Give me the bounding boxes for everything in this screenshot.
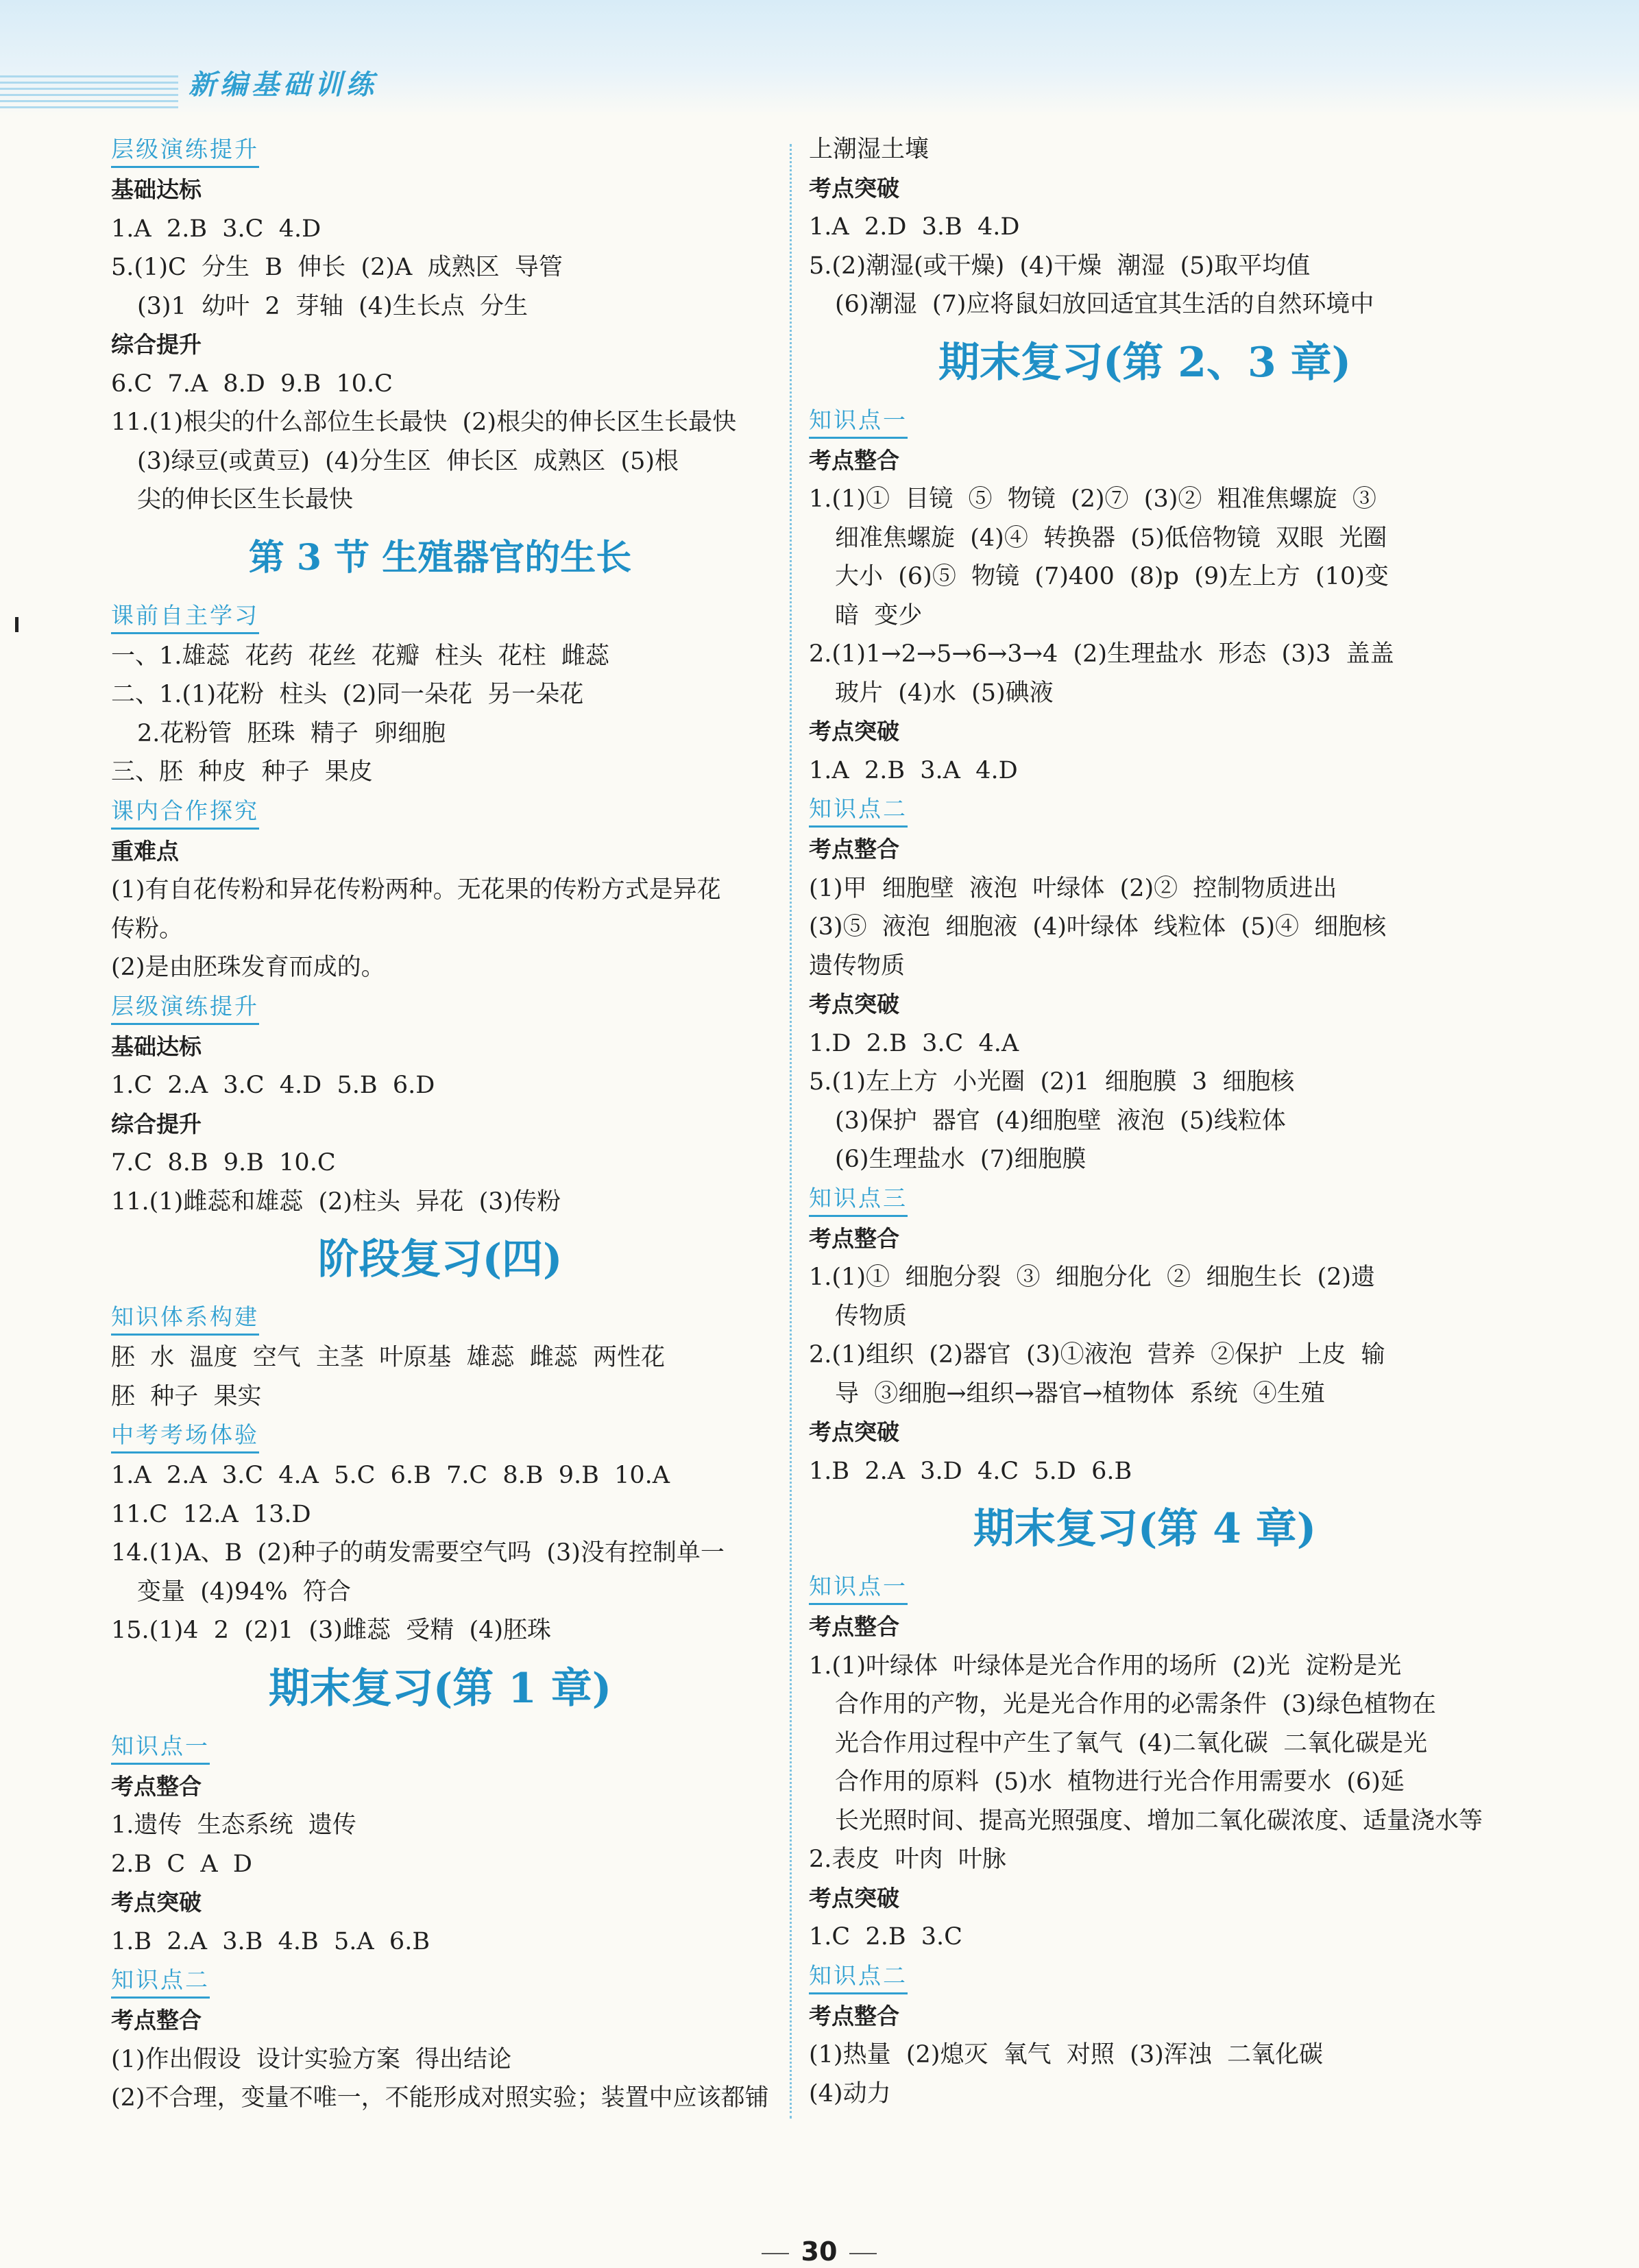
- answer-line: 1.A 2.B 3.A 4.D: [809, 756, 1018, 784]
- dash-right: [849, 2253, 877, 2254]
- subsection-heading: 考点突破: [809, 718, 899, 745]
- section-label: 知识点二: [111, 1964, 210, 1999]
- subsection-heading: 综合提升: [111, 1110, 202, 1137]
- section-label: 知识点一: [111, 1730, 210, 1765]
- answer-line: 1.(1)① 细胞分裂 ③ 细胞分化 ② 细胞生长 (2)遗: [809, 1264, 1376, 1291]
- answer-line: 15.(1)4 2 (2)1 (3)雌蕊 受精 (4)胚珠: [111, 1617, 552, 1644]
- section-label: 层级演练提升: [111, 990, 259, 1025]
- answer-line: 5.(1)C 分生 B 伸长 (2)A 成熟区 导管: [111, 254, 563, 281]
- subsection-heading: 基础达标: [111, 1033, 202, 1060]
- answer-line: 1.(1)① 目镜 ⑤ 物镜 (2)⑦ (3)② 粗准焦螺旋 ③: [809, 485, 1376, 513]
- section-label-row: [809, 1179, 1481, 1220]
- section-label: 知识体系构建: [111, 1301, 259, 1336]
- right-column: [809, 130, 1481, 2113]
- answer-line: 2.花粉管 胚珠 精子 卵细胞: [137, 719, 446, 747]
- answer-line: 1.B 2.A 3.B 4.B 5.A 6.B: [111, 1927, 430, 1955]
- margin-mark: [15, 617, 19, 632]
- answer-line: 7.C 8.B 9.B 10.C: [111, 1149, 336, 1177]
- left-column: [111, 130, 769, 2118]
- chapter-title: 阶段复习(四): [317, 1235, 563, 1283]
- answer-line: 1.D 2.B 3.C 4.A: [809, 1029, 1019, 1057]
- answer-line: 三、胚 种皮 种子 果皮: [111, 758, 373, 786]
- answer-line: 尖的伸长区生长最快: [137, 486, 354, 514]
- section-label: 知识点一: [809, 404, 908, 439]
- answer-line: (1)甲 细胞壁 液泡 叶绿体 (2)② 控制物质进出: [809, 874, 1337, 902]
- answer-line: 大小 (6)⑤ 物镜 (7)400 (8)p (9)左上方 (10)变: [835, 563, 1389, 590]
- answer-line: 1.C 2.A 3.C 4.D 5.B 6.D: [111, 1072, 435, 1099]
- answer-line: (1)有自花传粉和异花传粉两种。无花果的传粉方式是异花: [111, 876, 721, 904]
- answer-line: (3)绿豆(或黄豆) (4)分生区 伸长区 成熟区 (5)根: [137, 447, 679, 475]
- subsection-heading: 考点整合: [809, 2002, 899, 2029]
- answer-line: 光合作用过程中产生了氧气 (4)二氧化碳 二氧化碳是光: [835, 1729, 1428, 1757]
- answer-line: 长光照时间、提高光照强度、增加二氧化碳浓度、适量浇水等: [835, 1807, 1483, 1835]
- chapter-title: 期末复习(第 1 章): [268, 1664, 612, 1713]
- subsection-heading: 基础达标: [111, 176, 202, 203]
- subsection-heading: 考点整合: [809, 836, 899, 862]
- answer-line: 1.A 2.A 3.C 4.A 5.C 6.B 7.C 8.B 9.B 10.A: [111, 1462, 670, 1489]
- page-number: [740, 2236, 898, 2267]
- answer-line: 胚 种子 果实: [111, 1382, 262, 1410]
- answer-line: 1.遗传 生态系统 遗传: [111, 1811, 356, 1839]
- chapter-title: 期末复习(第 4 章): [973, 1505, 1317, 1553]
- answer-line: (1)热量 (2)熄灭 氧气 对照 (3)浑浊 二氧化碳: [809, 2041, 1323, 2068]
- answer-line: 11.C 12.A 13.D: [111, 1500, 311, 1528]
- answer-line: (4)动力: [809, 2079, 891, 2108]
- section-label-row: [111, 130, 769, 171]
- answer-line: 2.(1)组织 (2)器官 (3)①液泡 营养 ②保护 上皮 输: [809, 1341, 1385, 1368]
- answer-line: 遗传物质: [809, 952, 906, 980]
- answer-line: 二、1.(1)花粉 柱头 (2)同一朵花 另一朵花: [111, 681, 584, 708]
- section-label-row: [111, 1298, 769, 1338]
- answer-line: 6.C 7.A 8.D 9.B 10.C: [111, 370, 393, 398]
- section-label-row: [111, 1961, 769, 2001]
- answer-line: 2.表皮 叶肉 叶脉: [809, 1846, 1006, 1873]
- dash-left: [762, 2253, 789, 2254]
- answer-line: 1.C 2.B 3.C: [809, 1923, 962, 1951]
- section-label-row: [809, 1567, 1481, 1608]
- answer-line: 5.(2)潮湿(或干燥) (4)干燥 潮湿 (5)取平均值: [809, 252, 1311, 280]
- section-label-row: [111, 792, 769, 832]
- answer-line: 传粉。: [111, 915, 184, 943]
- answer-line: (3)1 幼叶 2 芽轴 (4)生长点 分生: [137, 292, 528, 320]
- column-divider: [790, 144, 792, 2119]
- subsection-heading: 考点整合: [809, 1225, 899, 1252]
- answer-line: 一、1.雄蕊 花药 花丝 花瓣 柱头 花柱 雌蕊: [111, 642, 609, 670]
- answer-line: 2.B C A D: [111, 1850, 252, 1878]
- answer-line: (2)是由胚珠发育而成的。: [111, 954, 385, 981]
- subsection-heading: 考点突破: [809, 174, 899, 202]
- answer-line: 玻片 (4)水 (5)碘液: [835, 679, 1054, 707]
- answer-line: 5.(1)左上方 小光圈 (2)1 细胞膜 3 细胞核: [809, 1068, 1295, 1096]
- section-label-row: [111, 1416, 769, 1456]
- section-label: 知识点二: [809, 1959, 908, 1994]
- answer-line: 暗 变少: [835, 601, 923, 629]
- subsection-heading: 考点整合: [111, 2007, 202, 2034]
- section-label-row: [809, 1957, 1481, 1997]
- answer-line: 胚 水 温度 空气 主茎 叶原基 雄蕊 雌蕊 两性花: [111, 1344, 666, 1371]
- subsection-heading: 考点突破: [809, 1419, 899, 1445]
- chapter-title: 期末复习(第 2、3 章): [938, 338, 1352, 387]
- answer-line: 合作用的产物，光是光合作用的必需条件 (3)绿色植物在: [835, 1691, 1436, 1718]
- header-stripes: [0, 75, 178, 110]
- answer-line: 2.(1)1→2→5→6→3→4 (2)生理盐水 形态 (3)3 盖盖: [809, 640, 1394, 668]
- section-label-row: [111, 1727, 769, 1768]
- subsection-heading: 考点突破: [809, 991, 899, 1017]
- answer-line: 11.(1)雌蕊和雄蕊 (2)柱头 异花 (3)传粉: [111, 1187, 561, 1216]
- answer-line: 细准焦螺旋 (4)④ 转换器 (5)低倍物镜 双眼 光圈: [835, 524, 1387, 552]
- page-number-text: 30: [801, 2236, 838, 2267]
- answer-line: 1.A 2.D 3.B 4.D: [809, 213, 1020, 241]
- section-label-row: [111, 987, 769, 1028]
- subsection-heading: 综合提升: [111, 331, 202, 358]
- section-label-row: [111, 596, 769, 637]
- answer-line: (3)⑤ 液泡 细胞液 (4)叶绿体 线粒体 (5)④ 细胞核: [809, 913, 1387, 941]
- answer-line: (3)保护 器官 (4)细胞壁 液泡 (5)线粒体: [835, 1107, 1286, 1135]
- answer-line: 变量 (4)94% 符合: [137, 1578, 351, 1606]
- answer-line: 传物质: [835, 1302, 908, 1330]
- answer-line: 14.(1)A、B (2)种子的萌发需要空气吗 (3)没有控制单一: [111, 1539, 725, 1567]
- subsection-heading: 考点整合: [809, 1613, 899, 1640]
- brand-title: 新编基础训练: [189, 69, 378, 101]
- section-title: 第 3 节 生殖器官的生长: [248, 536, 632, 579]
- section-label: 课内合作探究: [111, 795, 259, 830]
- answer-line: (1)作出假设 设计实验方案 得出结论: [111, 2045, 512, 2073]
- answer-line: 上潮湿土壤: [809, 136, 930, 163]
- section-label: 知识点三: [809, 1182, 908, 1217]
- answer-line: 1.(1)叶绿体 叶绿体是光合作用的场所 (2)光 淀粉是光: [809, 1652, 1402, 1680]
- subsection-heading: 考点整合: [111, 1772, 202, 1800]
- subsection-heading: 考点突破: [809, 1884, 899, 1911]
- answer-line: 合作用的原料 (5)水 植物进行光合作用需要水 (6)延: [835, 1768, 1405, 1796]
- answer-line: 1.B 2.A 3.D 4.C 5.D 6.B: [809, 1457, 1132, 1485]
- section-label-row: [809, 401, 1481, 442]
- answer-line: (2)不合理，变量不唯一，不能形成对照实验；装置中应该都铺: [111, 2084, 769, 2112]
- subsection-heading: 重难点: [111, 837, 179, 865]
- answer-line: (6)生理盐水 (7)细胞膜: [835, 1146, 1086, 1173]
- subsection-heading: 考点整合: [809, 446, 899, 474]
- answer-line: 11.(1)根尖的什么部位生长最快 (2)根尖的伸长区生长最快: [111, 409, 737, 436]
- answer-line: (6)潮湿 (7)应将鼠妇放回适宜其生活的自然环境中: [835, 291, 1374, 318]
- answer-line: 导 ③细胞→组织→器官→植物体 系统 ④生殖: [835, 1379, 1325, 1408]
- answer-line: 1.A 2.B 3.C 4.D: [111, 215, 321, 243]
- section-label: 知识点一: [809, 1570, 908, 1605]
- section-label: 课前自主学习: [111, 599, 259, 634]
- section-label-row: [809, 790, 1481, 830]
- section-label: 知识点二: [809, 793, 908, 828]
- section-label: 层级演练提升: [111, 133, 259, 168]
- subsection-heading: 考点突破: [111, 1889, 202, 1916]
- section-label: 中考考场体验: [111, 1419, 259, 1453]
